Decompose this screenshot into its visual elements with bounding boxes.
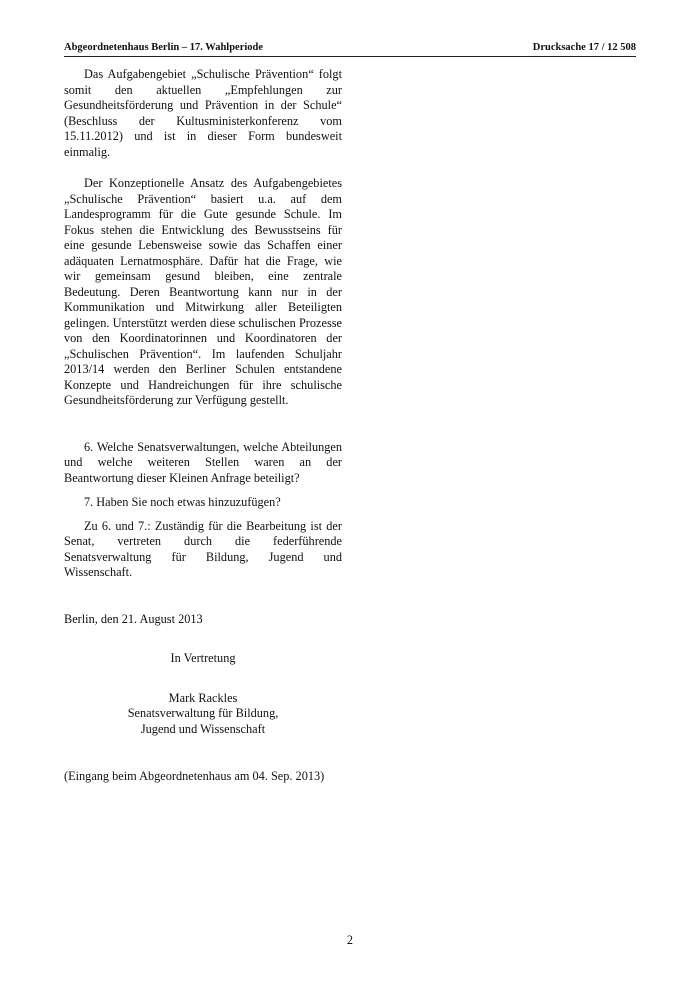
paragraph-1: Das Aufgabengebiet „Schulische Prävention“ folgt somit den aktuellen „Empfehlungen zur Gesundheitsförderung und Prävention in der Schule“ (Beschluss der Kultusministerkonferenz vom 15.11.2012) und ist in dieser Form bundesweit einmalig. [64,67,342,159]
receipt-note: (Eingang beim Abgeordnetenhaus am 04. Sep. 2013) [64,769,325,783]
answer-6-7: Zu 6. und 7.: Zuständig für die Bearbeitung ist der Senat, vertreten durch die federführende Senatsverwaltung für Bildung, Jugend und Wissenschaft. [64,518,342,579]
date-line: Berlin, den 21. August 2013 [64,611,203,626]
paragraph-2: Der Konzeptionelle Ansatz des Aufgabengebietes „Schulische Prävention“ basiert u.a. auf dem Landesprogramm für die Gute gesunde Schule. Im Fokus stehen die Entwicklung des Bewusstseins für eine gesunde Lebensweise sowie das Schaffen einer adäquaten Lernatmosphäre. Dafür hat die Frage, wie wir gemeinsam gesund bleiben, eine zentrale Bedeutung. Deren Beantwortung kann nur in der Kommunikation und Mitwirkung aller Beteiligten gelingen. Unterstützt werden diese schulischen Prozesse von den Koordinatorinnen und Koordinatoren der „Schulischen Prävention“. Im laufenden Schuljahr 2013/14 werden den Berliner Schulen entstandene Konzepte und Handreichungen für ihre schulische Gesundheitsförderung zur Verfügung gestellt. [64,176,342,407]
page-header [64,42,636,60]
signer-org-line-2: Jugend und Wissenschaft [140,721,266,736]
signer-org-line-1: Senatsverwaltung für Bildung, [127,706,279,720]
text-column [64,67,342,785]
in-vertretung: In Vertretung [170,651,236,665]
header-parliament: Abgeordnetenhaus Berlin – 17. Wahlperiode [64,42,264,53]
question-7: 7. Haben Sie noch etwas hinzuzufügen? [84,495,281,509]
signature-block [64,691,342,738]
header-document-number: Drucksache 17 / 12 508 [532,42,636,53]
question-6: 6. Welche Senatsverwaltungen, welche Abteilungen und welche weiteren Stellen waren an der Beantwortung dieser Kleinen Anfrage beteiligt? [64,439,342,485]
header-rule [64,56,636,57]
page-number: 2 [346,933,354,947]
signer-name: Mark Rackles [168,690,238,705]
